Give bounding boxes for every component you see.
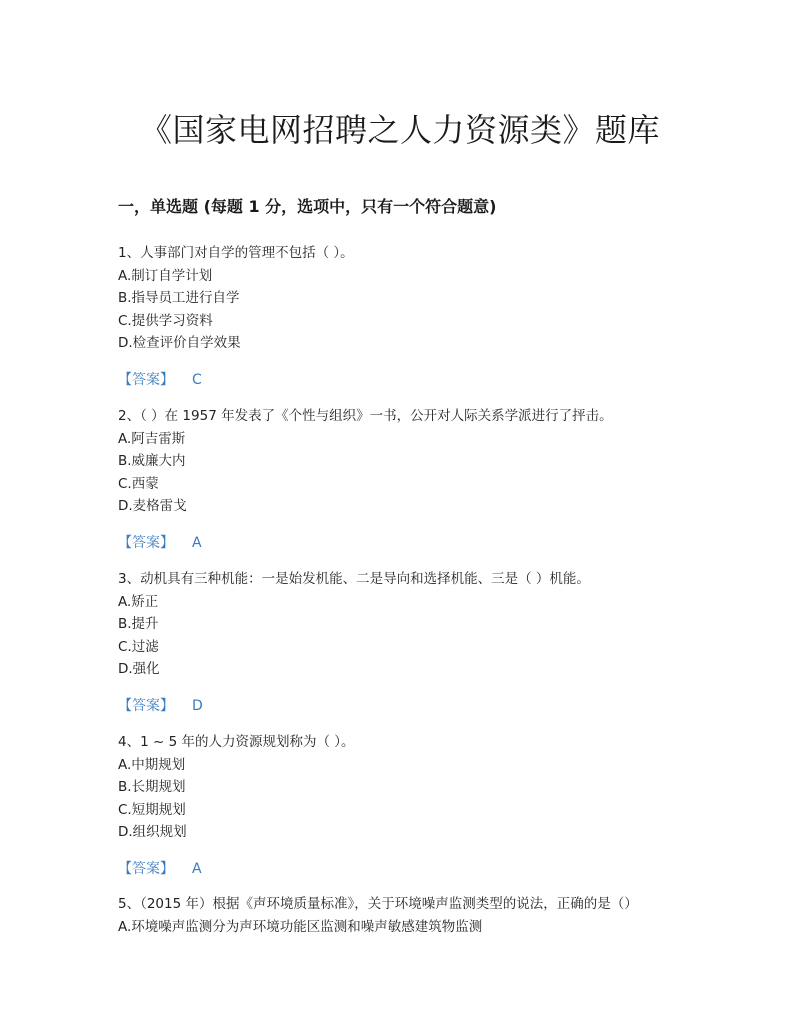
option-b: B.威廉大内 — [118, 453, 186, 469]
answer-line — [118, 369, 718, 391]
question-5 — [118, 893, 718, 938]
question-4 — [118, 731, 718, 880]
option-d: D.麦格雷戈 — [118, 498, 187, 514]
answer-value: D — [192, 697, 203, 714]
question-stem: 1、人事部门对自学的管理不包括（ ）。 — [118, 245, 354, 261]
answer-value: A — [192, 860, 202, 877]
answer-label: 【答案】 — [118, 534, 174, 551]
option-a: A.矫正 — [118, 593, 159, 610]
answer-line — [118, 858, 718, 880]
question-stem: 5、（2015 年）根据《声环境质量标准》，关于环境噪声监测类型的说法，正确的是（） — [118, 896, 638, 912]
option-b: B.提升 — [118, 616, 159, 632]
question-stem: 2、（ ）在 1957 年发表了《个性与组织》一书，公开对人际关系学派进行了抨击。 — [118, 408, 613, 424]
option-d: D.强化 — [118, 661, 160, 677]
question-1 — [118, 242, 718, 391]
question-2 — [118, 405, 718, 554]
answer-label: 【答案】 — [118, 860, 174, 877]
section-heading: 一，单选题 (每题 1 分，选项中，只有一个符合题意) — [118, 197, 497, 216]
option-a: A.中期规划 — [118, 756, 186, 773]
answer-line — [118, 532, 718, 554]
option-d: D.检查评价自学效果 — [118, 335, 241, 351]
document-title: 《国家电网招聘之人力资源类》题库 — [139, 111, 660, 149]
question-3 — [118, 568, 718, 717]
option-d: D.组织规划 — [118, 824, 187, 840]
option-a: A.制订自学计划 — [118, 267, 213, 284]
option-c: C.西蒙 — [118, 475, 159, 492]
question-stem: 4、1 ~ 5 年的人力资源规划称为（ ）。 — [118, 734, 355, 750]
answer-value: C — [192, 371, 202, 388]
option-a: A.阿吉雷斯 — [118, 430, 186, 447]
option-b: B.长期规划 — [118, 779, 186, 795]
answer-label: 【答案】 — [118, 371, 174, 388]
answer-line — [118, 695, 718, 717]
answer-label: 【答案】 — [118, 697, 174, 714]
answer-value: A — [192, 534, 202, 551]
option-b: B.指导员工进行自学 — [118, 290, 240, 306]
option-a: A.环境噪声监测分为声环境功能区监测和噪声敏感建筑物监测 — [118, 918, 483, 935]
question-stem: 3、动机具有三种机能：一是始发机能、二是导向和选择机能、三是（ ）机能。 — [118, 571, 590, 587]
option-c: C.过滤 — [118, 638, 159, 655]
option-c: C.提供学习资料 — [118, 312, 213, 329]
option-c: C.短期规划 — [118, 801, 186, 818]
